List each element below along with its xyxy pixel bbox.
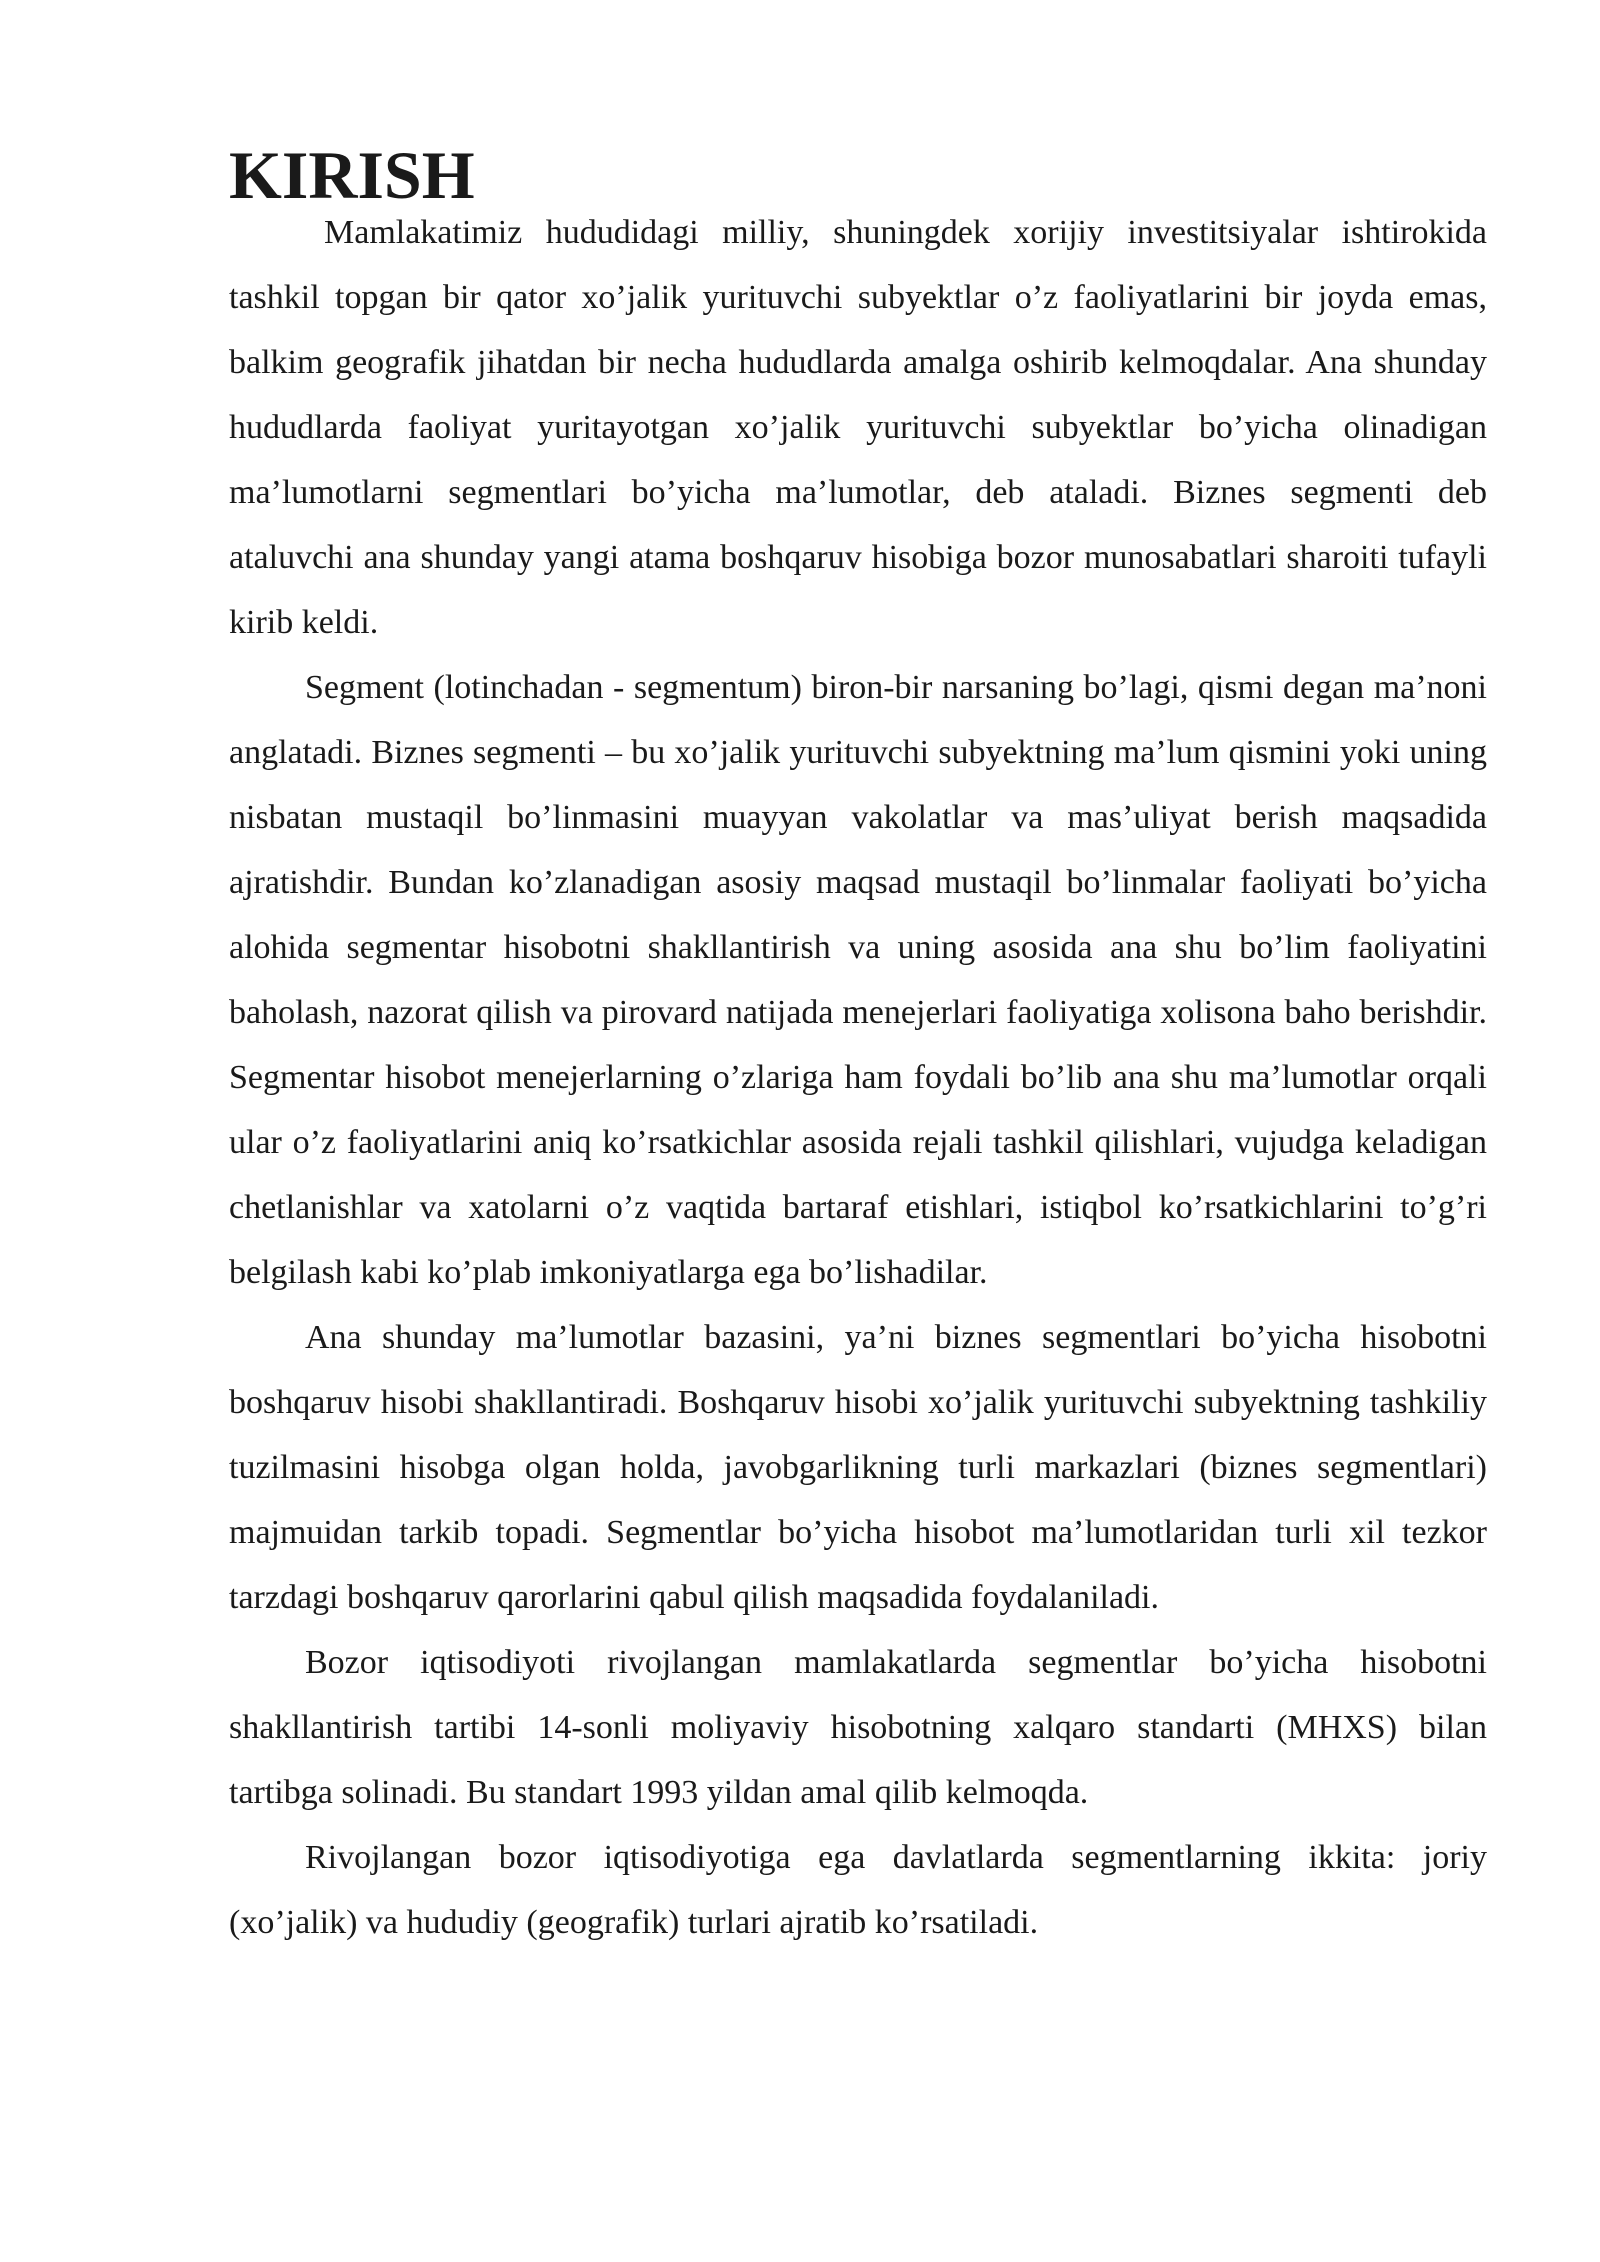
paragraph-3: Ana shunday ma’lumotlar bazasini, ya’ni biznes segmentlari bo’yicha hisobotni boshqaruv hisobi shakllantiradi. Boshqaruv hisobi xo’jalik yurituvchi subyektning tashkiliy tuzilmasini hisobga olgan holda, javobgarlikning turli markazlari (biznes segmentlari) majmuidan tarkib topadi. Segmentlar bo’yicha hisobot ma’lumotlaridan turli xil tezkor tarzdagi boshqaruv qarorlarini qabul qilish maqsadida foydalaniladi.: [229, 1319, 1487, 1616]
paragraph-2: Segment (lotinchadan - segmentum) biron-bir narsaning bo’lagi, qismi degan ma’noni anglatadi. Biznes segmenti – bu xo’jalik yurituvchi subyektning ma’lum qismini yoki uning nisbatan mustaqil bo’linmasini muayyan vakolatlar va mas’uliyat berish maqsadida ajratishdir. Bundan ko’zlanadigan asosiy maqsad mustaqil bo’linmalar faoliyati bo’yicha alohida segmentar hisobotni shakllantirish va uning asosida ana shu bo’lim faoliyatini baholash, nazorat qilish va pirovard natijada menejerlari faoliyatiga xolisona baho berishdir. Segmentar hisobot menejerlarning o’zlariga ham foydali bo’lib ana shu ma’lumotlar orqali ular o’z faoliyatlarini aniq ko’rsatkichlar asosida rejali tashkil qilishlari, vujudga keladigan chetlanishlar va xatolarni o’z vaqtida bartaraf etishlari, istiqbol ko’rsatkichlarini to’g’ri belgilash kabi ko’plab imkoniyatlarga ega bo’lishadilar.: [229, 669, 1487, 1291]
paragraph-1: Mamlakatimiz hududidagi milliy, shuningdek xorijiy investitsiyalar ishtirokida tashkil topgan bir qator xo’jalik yurituvchi subyektlar o’z faoliyatlarini bir joyda emas, balkim geografik jihatdan bir necha hududlarda amalga oshirib kelmoqdalar. Ana shunday hududlarda faoliyat yuritayotgan xo’jalik yurituvchi subyektlar bo’yicha olinadigan ma’lumotlarni segmentlari bo’yicha ma’lumotlar, deb ataladi. Biznes segmenti deb ataluvchi ana shunday yangi atama boshqaruv hisobiga bozor munosabatlari sharoiti tufayli kirib keldi.: [229, 214, 1487, 641]
document-page: [229, 137, 1487, 1955]
paragraph-4: Bozor iqtisodiyoti rivojlangan mamlakatlarda segmentlar bo’yicha hisobotni shakllantirish tartibi 14-sonli moliyaviy hisobotning xalqaro standarti (MHXS) bilan tartibga solinadi. Bu standart 1993 yildan amal qilib kelmoqda.: [229, 1644, 1487, 1811]
section-heading: KIRISH: [229, 137, 475, 213]
paragraph-5: Rivojlangan bozor iqtisodiyotiga ega davlatlarda segmentlarning ikkita: joriy (xo’jalik) va hududiy (geografik) turlari ajratib ko’rsatiladi.: [229, 1839, 1487, 1941]
